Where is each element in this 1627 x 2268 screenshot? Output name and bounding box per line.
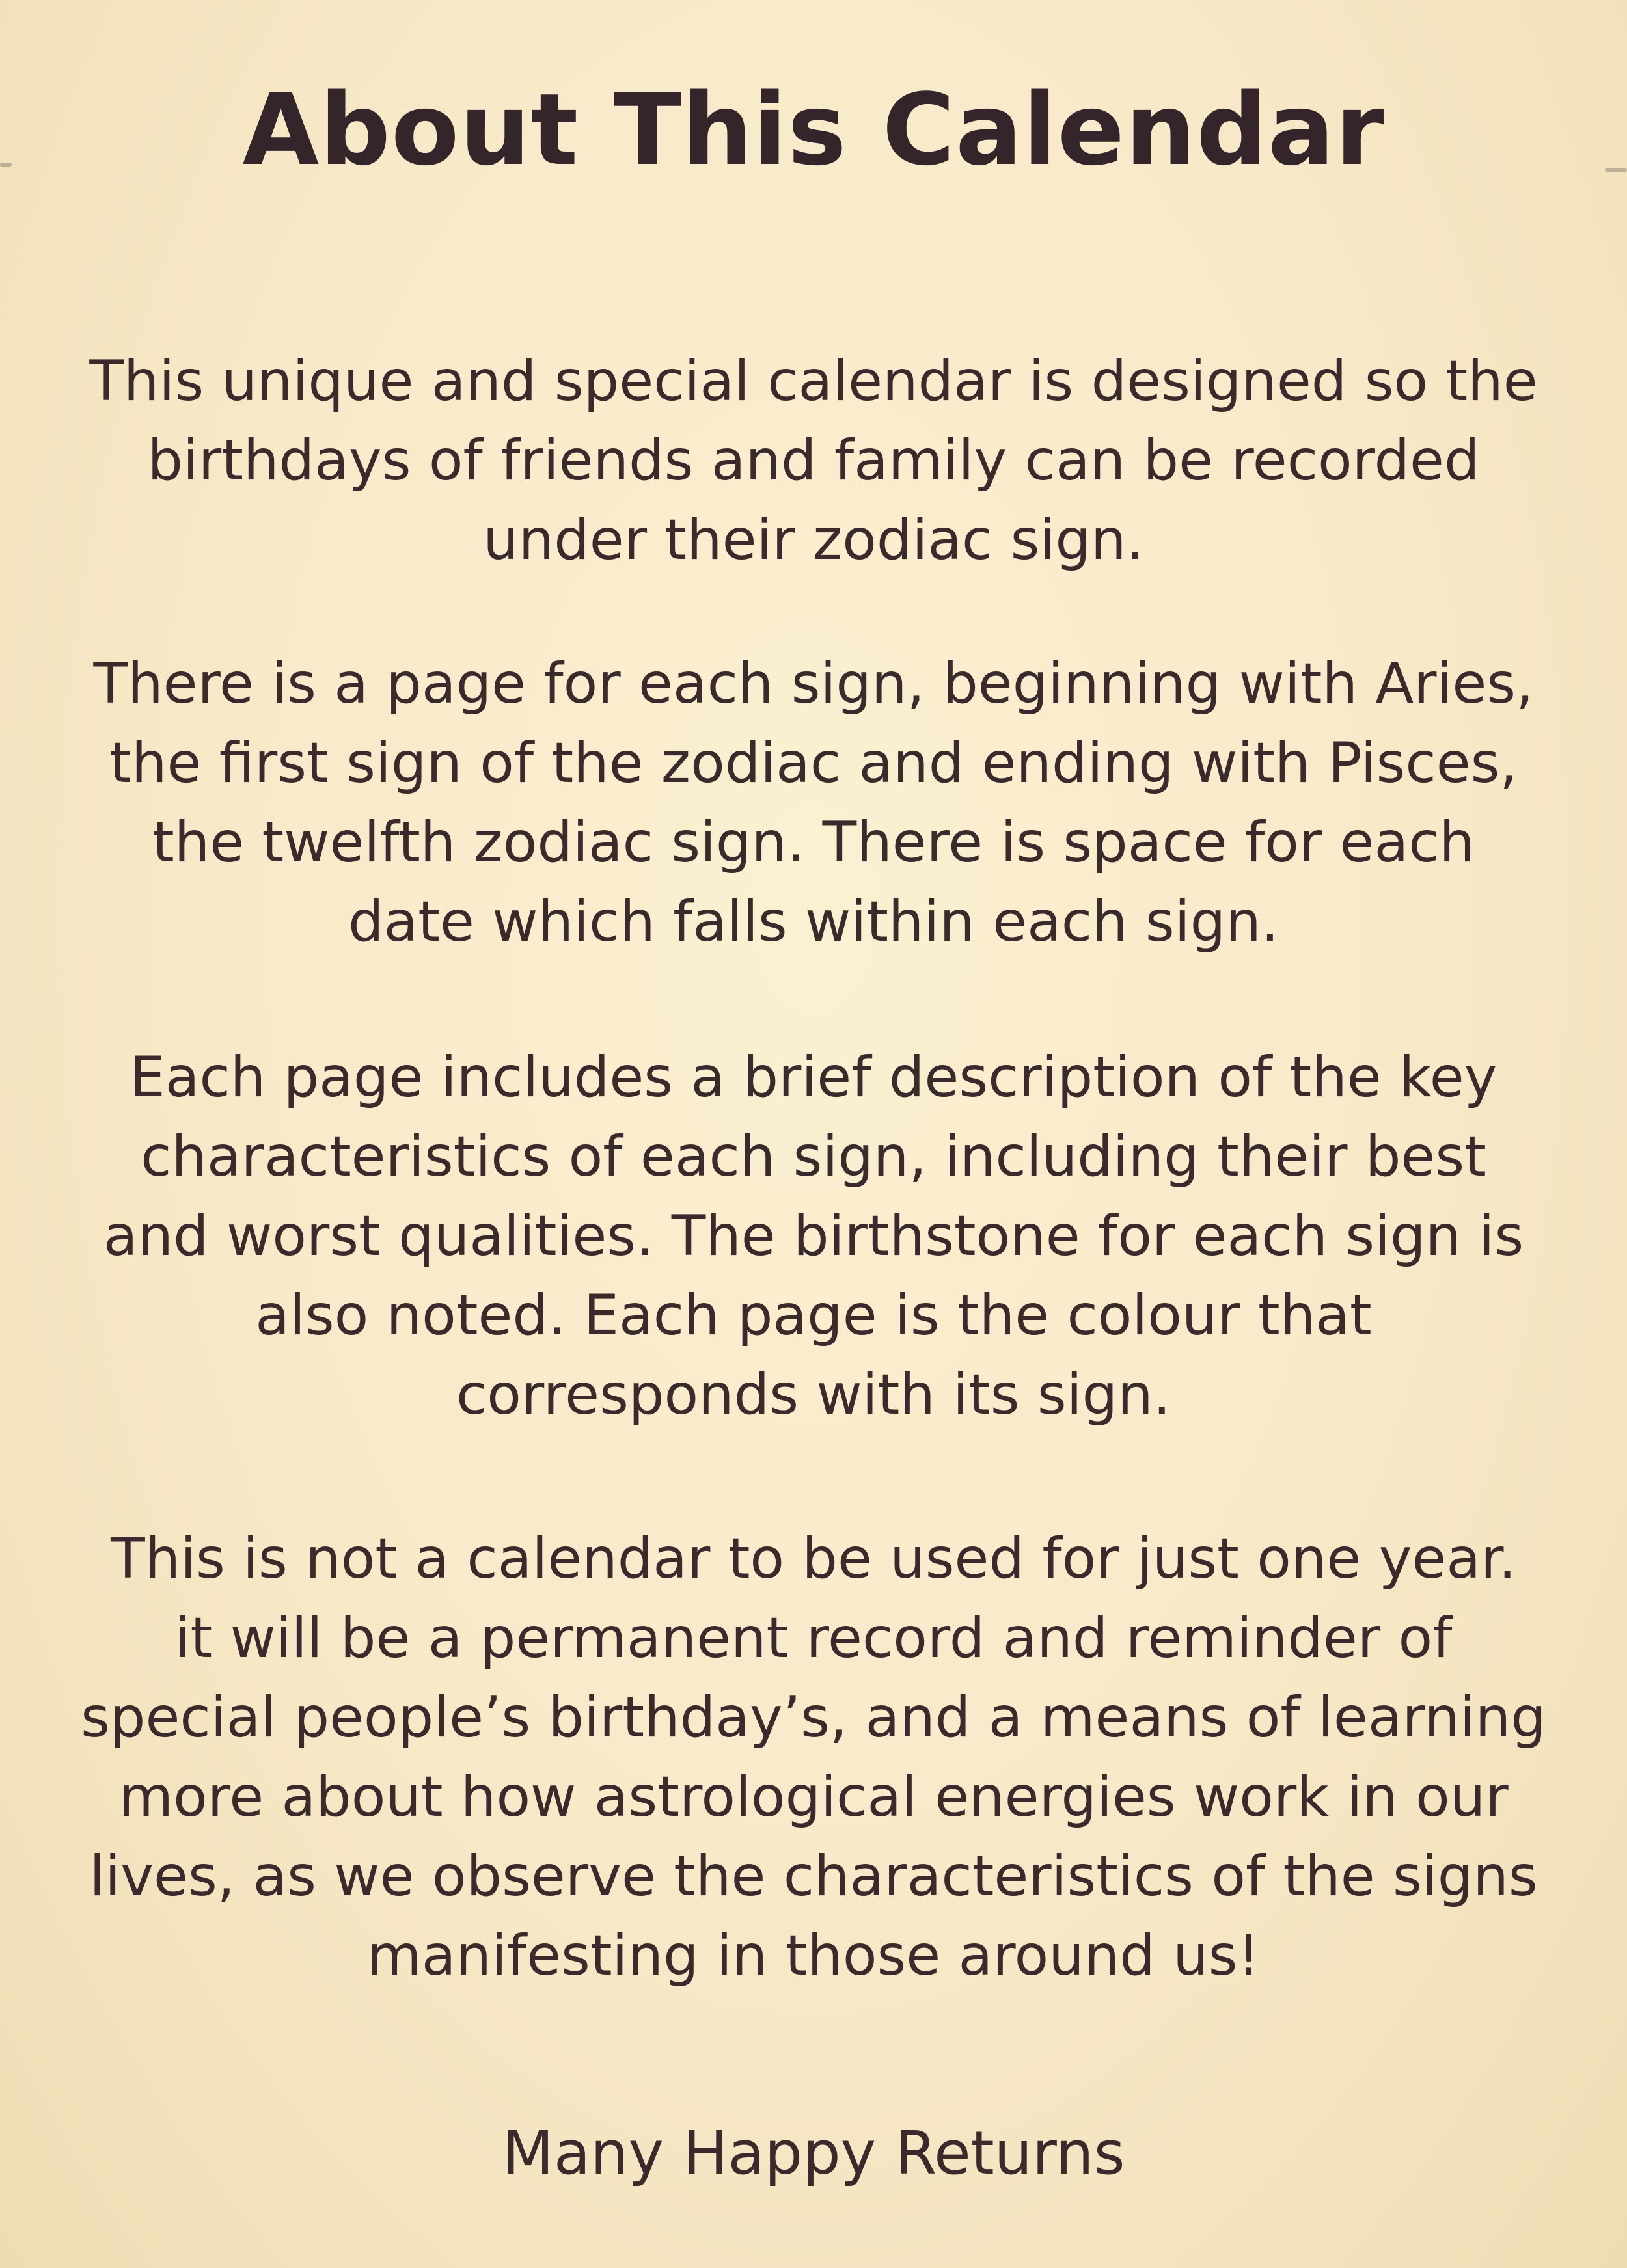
paragraph-line: more about how astrological energies work in our — [118, 1764, 1509, 1829]
paragraph-line: under their zodiac sign. — [483, 507, 1144, 573]
paragraph-line: special people’s birthday’s, and a means of learning — [81, 1685, 1546, 1750]
paragraph-line: manifesting in those around us! — [366, 1923, 1261, 1988]
closing-line: Many Happy Returns — [502, 2118, 1125, 2188]
paragraph-line: the first sign of the zodiac and ending with Pisces, — [109, 731, 1518, 796]
paragraph-line: characteristics of each sign, including their best — [141, 1124, 1486, 1189]
paragraph-line: and worst qualities. The birthstone for each sign is — [103, 1204, 1524, 1269]
paragraph-line: lives, as we observe the characteristics of the signs — [89, 1844, 1538, 1909]
paragraph-pages — [0, 644, 1627, 962]
paragraph-intro — [0, 342, 1627, 580]
paragraph-permanent-record — [0, 1519, 1627, 1995]
paragraph-line: it will be a permanent record and reminder of — [174, 1606, 1453, 1671]
paragraph-description — [0, 1038, 1627, 1435]
paragraph-line: date which falls within each sign. — [348, 889, 1279, 954]
paragraph-line: corresponds with its sign. — [456, 1362, 1171, 1427]
paragraph-line: There is a page for each sign, beginning with Aries, — [93, 651, 1534, 716]
paragraph-line: birthdays of friends and family can be recorded — [147, 428, 1480, 493]
paragraph-line: This is not a calendar to be used for just one year. — [111, 1526, 1516, 1591]
paragraph-line: Each page includes a brief description of the key — [130, 1045, 1497, 1110]
paragraph-line: also noted. Each page is the colour that — [255, 1283, 1372, 1348]
page-title: About This Calendar — [242, 72, 1385, 187]
paragraph-line: the twelfth zodiac sign. There is space for each — [152, 810, 1475, 875]
paragraph-line: This unique and special calendar is designed so the — [89, 349, 1538, 414]
